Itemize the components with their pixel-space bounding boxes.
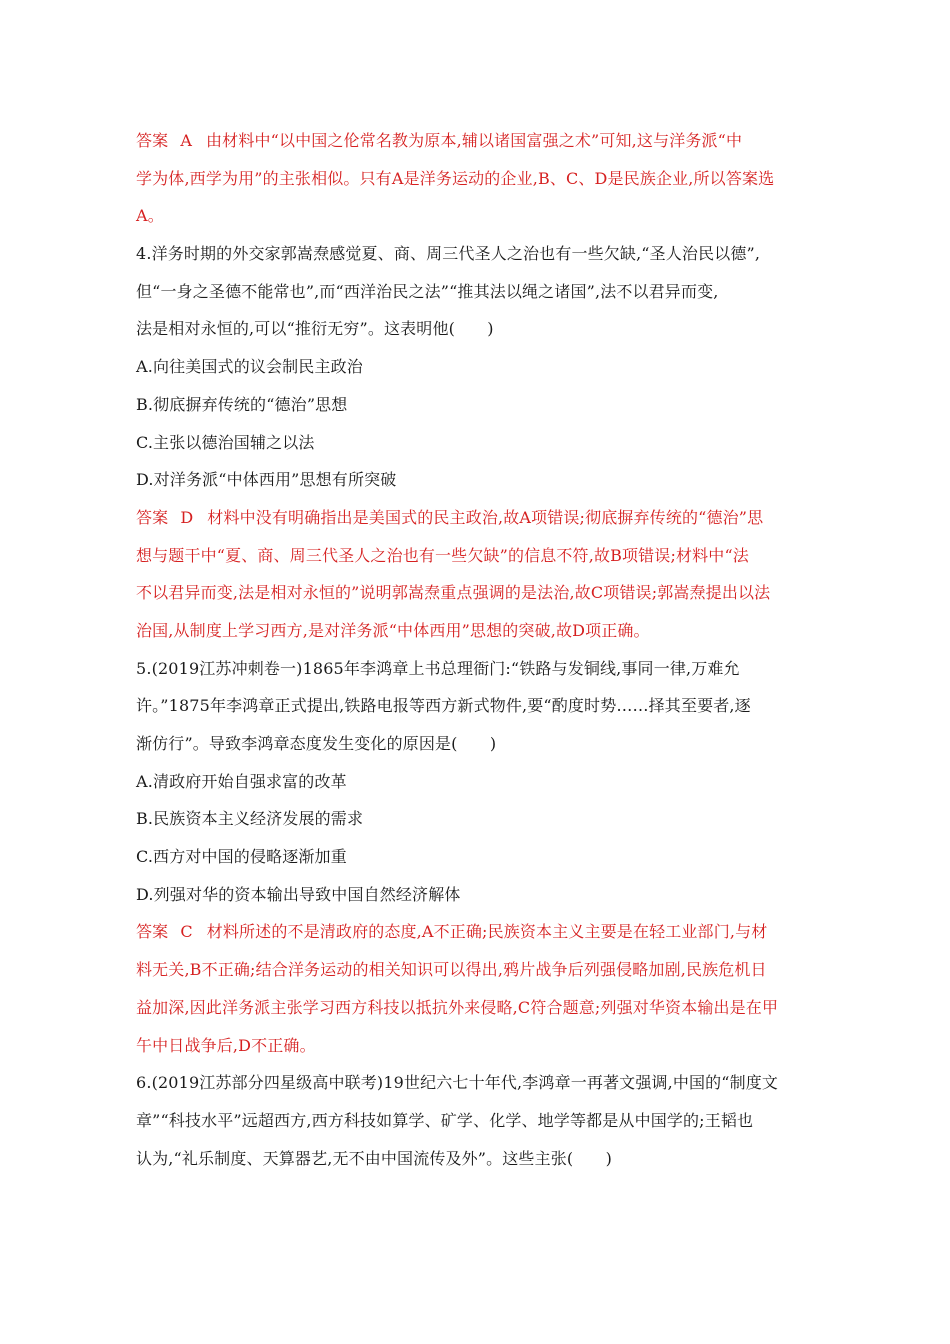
- answer-line: 学为体,西学为用”的主张相似。只有A是洋务运动的企业,B、C、D是民族企业,所以答案选: [136, 168, 775, 188]
- option-c: C.主张以德治国辅之以法: [136, 432, 315, 452]
- answer-line: 午中日战争后,D不正确。: [136, 1035, 316, 1055]
- answer-line: [136, 122, 814, 160]
- option-c: C.西方对中国的侵略逐渐加重: [136, 847, 347, 867]
- answer-line: [136, 499, 814, 537]
- option-a: A.向往美国式的议会制民主政治: [136, 357, 363, 377]
- answer-letter: D: [180, 507, 194, 527]
- answer-text: 由材料中“以中国之伦常名教为原本,辅以诸国富强之术”可知,这与洋务派“中: [206, 131, 743, 150]
- option-a: A.清政府开始自强求富的改革: [136, 771, 347, 791]
- answer-line: A。: [136, 206, 164, 226]
- question-line: 4.洋务时期的外交家郭嵩焘感觉夏、商、周三代圣人之治也有一些欠缺,“圣人治民以德”,: [136, 244, 761, 264]
- answer-line: 想与题干中“夏、商、周三代圣人之治也有一些欠缺”的信息不符,故B项错误;材料中“法: [136, 545, 749, 565]
- answer-label: 答案: [136, 507, 169, 527]
- answer-text: 材料所述的不是清政府的态度,A不正确;民族资本主义主要是在轻工业部门,与材: [206, 922, 768, 942]
- option-d: D.列强对华的资本输出导致中国自然经济解体: [136, 884, 461, 904]
- question-block: [136, 650, 814, 914]
- option-d: D.对洋务派“中体西用”思想有所突破: [136, 470, 397, 490]
- question-line: 但“一身之圣德不能常也”,而“西洋治民之法”“推其法以绳之诸国”,法不以君异而变,: [136, 281, 719, 301]
- answer-block: [136, 122, 814, 235]
- option-b: B.民族资本主义经济发展的需求: [136, 809, 364, 829]
- answer-label: 答案: [136, 922, 169, 942]
- question-block: [136, 235, 814, 499]
- question-line: 许。”1875年李鸿章正式提出,铁路电报等西方新式物件,要“酌度时势……择其至要者,逐: [136, 696, 751, 716]
- answer-text: 材料中没有明确指出是美国式的民主政治,故A项错误;彻底摒弃传统的“德治”思: [207, 507, 764, 527]
- question-line: 渐仿行”。导致李鸿章态度发生变化的原因是( ): [136, 734, 497, 753]
- answer-line: [136, 913, 814, 951]
- answer-block: [136, 913, 814, 1064]
- answer-line: 料无关,B不正确;结合洋务运动的相关知识可以得出,鸦片战争后列强侵略加剧,民族危机日: [136, 960, 767, 980]
- question-line: 6.(2019江苏部分四星级高中联考)19世纪六七十年代,李鸿章一再著文强调,中国的“制度文: [136, 1073, 779, 1093]
- question-block: [136, 1064, 814, 1177]
- answer-label: 答案: [136, 131, 169, 150]
- answer-line: 不以君异而变,法是相对永恒的”说明郭嵩焘重点强调的是法治,故C项错误;郭嵩焘提出以法: [136, 583, 771, 603]
- question-line: 认为,“礼乐制度、天算器艺,无不由中国流传及外”。这些主张( ): [136, 1148, 612, 1168]
- question-line: 5.(2019江苏冲刺卷一)1865年李鸿章上书总理衙门:“铁路与发铜线,事同一律,万难允: [136, 658, 740, 678]
- answer-letter: C: [180, 922, 193, 942]
- question-line: 章”“科技水平”远超西方,西方科技如算学、矿学、化学、地学等都是从中国学的;王韬也: [136, 1110, 754, 1130]
- document-page: [136, 122, 814, 1177]
- answer-block: [136, 499, 814, 650]
- option-b: B.彻底摒弃传统的“德治”思想: [136, 394, 348, 414]
- question-line: 法是相对永恒的,可以“推衍无穷”。这表明他( ): [136, 319, 494, 339]
- answer-line: 治国,从制度上学习西方,是对洋务派“中体西用”思想的突破,故D项正确。: [136, 620, 650, 640]
- answer-letter: A: [180, 131, 193, 150]
- answer-line: 益加深,因此洋务派主张学习西方科技以抵抗外来侵略,C符合题意;列强对华资本输出是在甲: [136, 997, 779, 1017]
